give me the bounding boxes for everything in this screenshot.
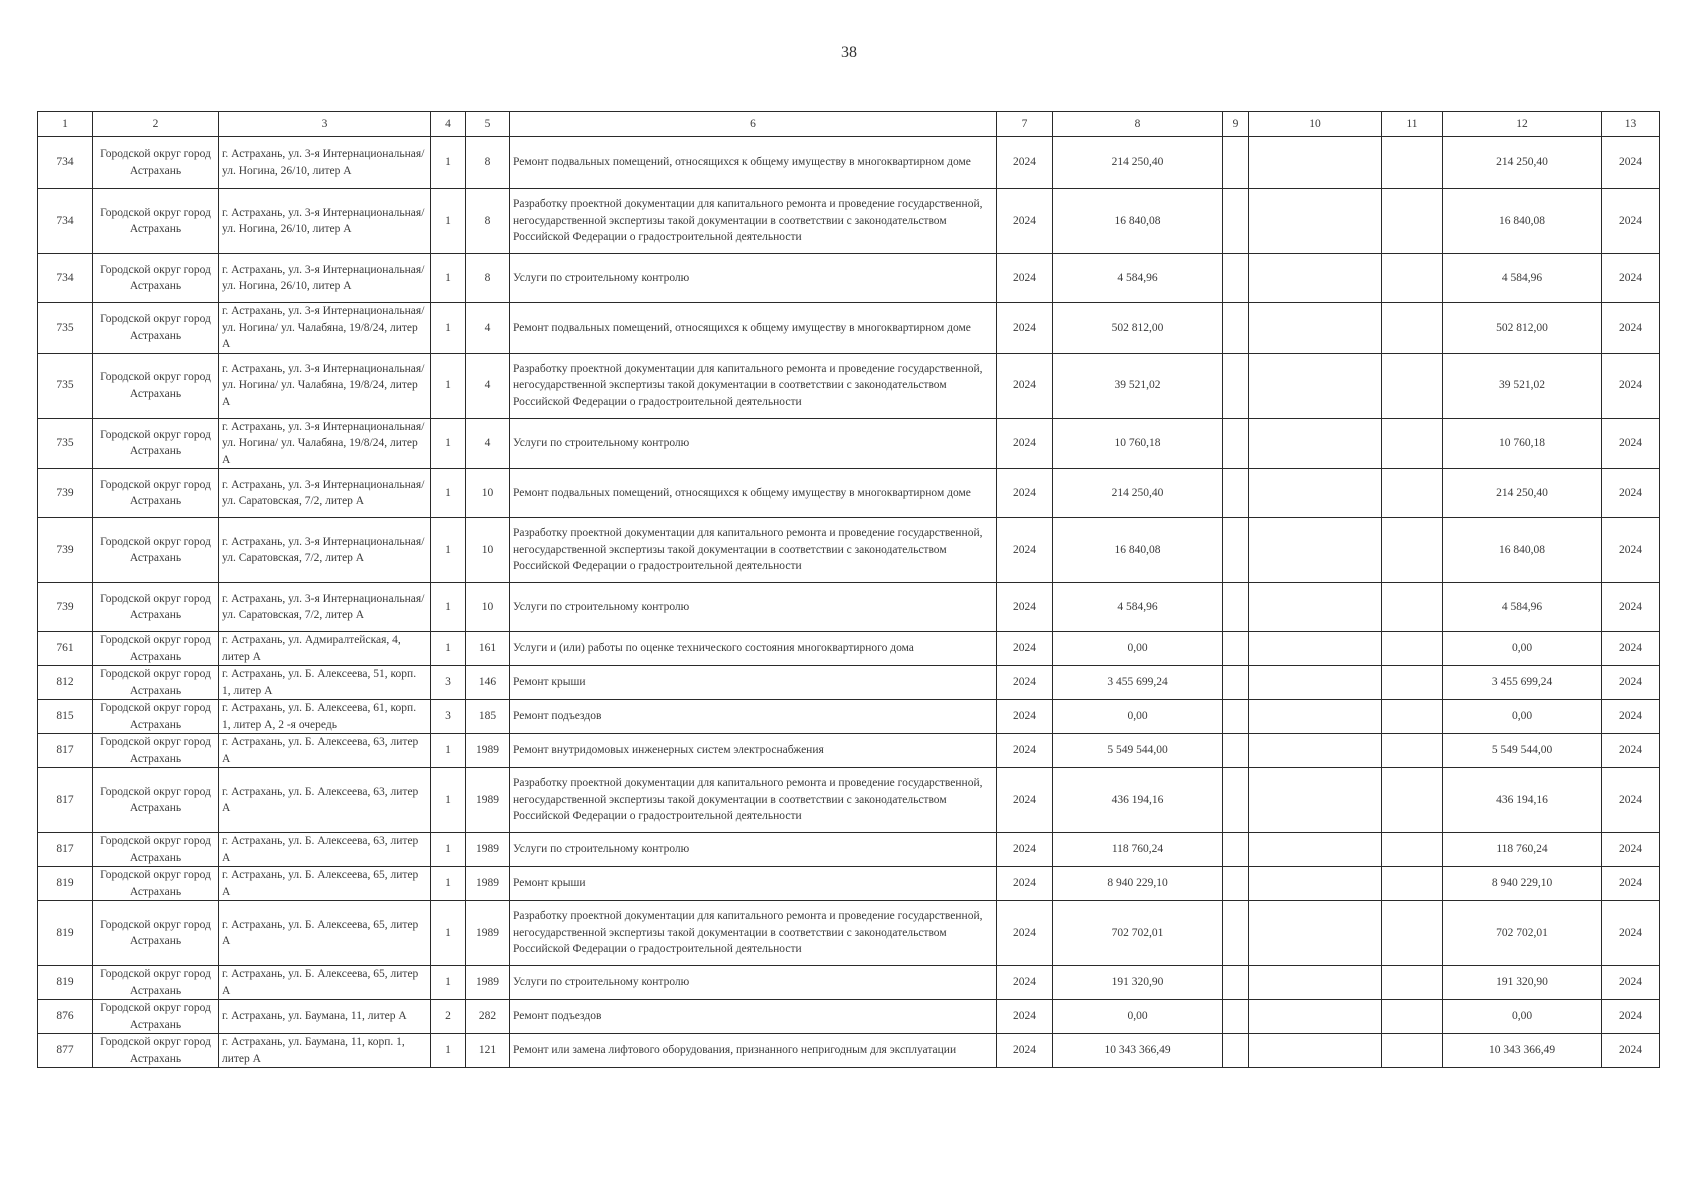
cell-col-9-value xyxy=(1223,254,1249,303)
cell-address: г. Астрахань, ул. 3-я Интернациональная/ ул. Саратовская, 7/2, литер А xyxy=(219,469,431,518)
cell-col-10-value xyxy=(1249,734,1382,768)
cell-row-index: 817 xyxy=(38,768,93,833)
cell-cost-fund: 8 940 229,10 xyxy=(1443,867,1602,901)
cell-completion-year: 2024 xyxy=(1602,254,1660,303)
cell-col-11-value xyxy=(1382,1000,1443,1034)
cell-col-10-value xyxy=(1249,966,1382,1000)
header-row xyxy=(38,112,1660,137)
cell-col-11-value xyxy=(1382,700,1443,734)
cell-col-9-value xyxy=(1223,418,1249,469)
cell-year: 2024 xyxy=(997,632,1053,666)
cell-work-type: Услуги по строительному контролю xyxy=(510,833,997,867)
cell-entrances-count: 1 xyxy=(431,734,466,768)
cell-apartments-count: 10 xyxy=(466,518,510,583)
table-row xyxy=(38,700,1660,734)
table-row xyxy=(38,833,1660,867)
cell-entrances-count: 1 xyxy=(431,303,466,354)
cell-col-10-value xyxy=(1249,700,1382,734)
cell-row-index: 876 xyxy=(38,1000,93,1034)
cell-completion-year: 2024 xyxy=(1602,303,1660,354)
cell-col-10-value xyxy=(1249,666,1382,700)
cell-completion-year: 2024 xyxy=(1602,700,1660,734)
cell-address: г. Астрахань, ул. 3-я Интернациональная/ ул. Саратовская, 7/2, литер А xyxy=(219,583,431,632)
cell-address: г. Астрахань, ул. 3-я Интернациональная/ ул. Ногина/ ул. Чалабяна, 19/8/24, литер А xyxy=(219,353,431,418)
cell-address: г. Астрахань, ул. Б. Алексеева, 63, литер А xyxy=(219,734,431,768)
cell-entrances-count: 1 xyxy=(431,518,466,583)
table-row xyxy=(38,189,1660,254)
cell-col-10-value xyxy=(1249,901,1382,966)
cell-cost-fund: 502 812,00 xyxy=(1443,303,1602,354)
cell-col-9-value xyxy=(1223,966,1249,1000)
cell-col-11-value xyxy=(1382,833,1443,867)
cell-apartments-count: 1989 xyxy=(466,966,510,1000)
cell-completion-year: 2024 xyxy=(1602,632,1660,666)
cell-col-11-value xyxy=(1382,583,1443,632)
cell-col-9-value xyxy=(1223,137,1249,189)
table-row xyxy=(38,418,1660,469)
table-row xyxy=(38,768,1660,833)
cell-address: г. Астрахань, ул. Баумана, 11, литер А xyxy=(219,1000,431,1034)
cell-row-index: 817 xyxy=(38,734,93,768)
cell-col-10-value xyxy=(1249,469,1382,518)
cell-cost-fund: 4 584,96 xyxy=(1443,583,1602,632)
cell-col-10-value xyxy=(1249,418,1382,469)
cell-entrances-count: 1 xyxy=(431,632,466,666)
cell-year: 2024 xyxy=(997,137,1053,189)
table-row xyxy=(38,1034,1660,1068)
cell-cost-total: 4 584,96 xyxy=(1053,254,1223,303)
cell-entrances-count: 1 xyxy=(431,137,466,189)
column-header-2: 2 xyxy=(93,112,219,137)
cell-row-index: 812 xyxy=(38,666,93,700)
cell-work-type: Ремонт подъездов xyxy=(510,700,997,734)
cell-col-9-value xyxy=(1223,583,1249,632)
cell-address: г. Астрахань, ул. 3-я Интернациональная/ ул. Ногина/ ул. Чалабяна, 19/8/24, литер А xyxy=(219,303,431,354)
cell-work-type: Разработку проектной документации для капитального ремонта и проведение государственной, негосударственной экспертизы такой документации в соответствии с законодательством Российской Федерации о градостроительной деятельности xyxy=(510,518,997,583)
column-header-8: 8 xyxy=(1053,112,1223,137)
cell-entrances-count: 1 xyxy=(431,189,466,254)
cell-address: г. Астрахань, ул. Б. Алексеева, 51, корп. 1, литер А xyxy=(219,666,431,700)
cell-col-10-value xyxy=(1249,583,1382,632)
cell-row-index: 815 xyxy=(38,700,93,734)
cell-completion-year: 2024 xyxy=(1602,833,1660,867)
cell-apartments-count: 1989 xyxy=(466,867,510,901)
cell-address: г. Астрахань, ул. Б. Алексеева, 65, литер А xyxy=(219,966,431,1000)
cell-cost-total: 3 455 699,24 xyxy=(1053,666,1223,700)
cell-completion-year: 2024 xyxy=(1602,418,1660,469)
cell-municipality: Городской округ город Астрахань xyxy=(93,1034,219,1068)
cell-address: г. Астрахань, ул. Б. Алексеева, 63, литер А xyxy=(219,768,431,833)
cell-cost-fund: 39 521,02 xyxy=(1443,353,1602,418)
cell-cost-total: 0,00 xyxy=(1053,632,1223,666)
column-header-6: 6 xyxy=(510,112,997,137)
cell-col-9-value xyxy=(1223,518,1249,583)
cell-col-11-value xyxy=(1382,734,1443,768)
cell-cost-total: 191 320,90 xyxy=(1053,966,1223,1000)
cell-col-11-value xyxy=(1382,632,1443,666)
cell-col-11-value xyxy=(1382,137,1443,189)
column-header-7: 7 xyxy=(997,112,1053,137)
cell-municipality: Городской округ город Астрахань xyxy=(93,1000,219,1034)
cell-year: 2024 xyxy=(997,254,1053,303)
cell-cost-fund: 3 455 699,24 xyxy=(1443,666,1602,700)
cell-municipality: Городской округ город Астрахань xyxy=(93,137,219,189)
cell-col-11-value xyxy=(1382,867,1443,901)
cell-cost-fund: 214 250,40 xyxy=(1443,137,1602,189)
cell-col-11-value xyxy=(1382,254,1443,303)
table-row xyxy=(38,254,1660,303)
cell-row-index: 735 xyxy=(38,303,93,354)
cell-year: 2024 xyxy=(997,867,1053,901)
cell-cost-total: 0,00 xyxy=(1053,1000,1223,1034)
cell-work-type: Ремонт подвальных помещений, относящихся к общему имуществу в многоквартирном доме xyxy=(510,137,997,189)
cell-row-index: 734 xyxy=(38,137,93,189)
cell-address: г. Астрахань, ул. Б. Алексеева, 65, литер А xyxy=(219,867,431,901)
cell-apartments-count: 1989 xyxy=(466,833,510,867)
cell-col-9-value xyxy=(1223,901,1249,966)
cell-apartments-count: 1989 xyxy=(466,734,510,768)
cell-entrances-count: 3 xyxy=(431,700,466,734)
cell-col-11-value xyxy=(1382,1034,1443,1068)
cell-entrances-count: 1 xyxy=(431,768,466,833)
table-row xyxy=(38,666,1660,700)
cell-apartments-count: 161 xyxy=(466,632,510,666)
cell-row-index: 739 xyxy=(38,583,93,632)
cell-col-11-value xyxy=(1382,303,1443,354)
column-header-3: 3 xyxy=(219,112,431,137)
cell-entrances-count: 1 xyxy=(431,833,466,867)
table-row xyxy=(38,353,1660,418)
cell-work-type: Разработку проектной документации для капитального ремонта и проведение государственной, негосударственной экспертизы такой документации в соответствии с законодательством Российской Федерации о градостроительной деятельности xyxy=(510,189,997,254)
cell-completion-year: 2024 xyxy=(1602,901,1660,966)
table-row xyxy=(38,966,1660,1000)
cell-completion-year: 2024 xyxy=(1602,666,1660,700)
cell-year: 2024 xyxy=(997,418,1053,469)
cell-work-type: Услуги по строительному контролю xyxy=(510,254,997,303)
cell-cost-total: 8 940 229,10 xyxy=(1053,867,1223,901)
cell-cost-fund: 0,00 xyxy=(1443,1000,1602,1034)
cell-col-11-value xyxy=(1382,901,1443,966)
cell-col-10-value xyxy=(1249,518,1382,583)
cell-completion-year: 2024 xyxy=(1602,768,1660,833)
cell-work-type: Услуги по строительному контролю xyxy=(510,418,997,469)
cell-entrances-count: 1 xyxy=(431,418,466,469)
cell-address: г. Астрахань, ул. Адмиралтейская, 4, литер А xyxy=(219,632,431,666)
cell-col-10-value xyxy=(1249,867,1382,901)
cell-col-9-value xyxy=(1223,469,1249,518)
cell-apartments-count: 146 xyxy=(466,666,510,700)
cell-address: г. Астрахань, ул. Б. Алексеева, 61, корп. 1, литер А, 2 -я очередь xyxy=(219,700,431,734)
cell-municipality: Городской округ город Астрахань xyxy=(93,666,219,700)
cell-municipality: Городской округ город Астрахань xyxy=(93,833,219,867)
cell-cost-fund: 0,00 xyxy=(1443,700,1602,734)
cell-col-11-value xyxy=(1382,189,1443,254)
cell-col-11-value xyxy=(1382,518,1443,583)
cell-completion-year: 2024 xyxy=(1602,189,1660,254)
cell-apartments-count: 121 xyxy=(466,1034,510,1068)
cell-year: 2024 xyxy=(997,189,1053,254)
cell-address: г. Астрахань, ул. 3-я Интернациональная/ ул. Ногина, 26/10, литер А xyxy=(219,189,431,254)
column-header-11: 11 xyxy=(1382,112,1443,137)
cell-year: 2024 xyxy=(997,901,1053,966)
table-row xyxy=(38,518,1660,583)
cell-work-type: Ремонт крыши xyxy=(510,867,997,901)
cell-col-9-value xyxy=(1223,632,1249,666)
cell-completion-year: 2024 xyxy=(1602,469,1660,518)
cell-completion-year: 2024 xyxy=(1602,137,1660,189)
cell-apartments-count: 1989 xyxy=(466,768,510,833)
cell-entrances-count: 1 xyxy=(431,966,466,1000)
table-row xyxy=(38,632,1660,666)
table-row xyxy=(38,867,1660,901)
cell-work-type: Услуги по строительному контролю xyxy=(510,966,997,1000)
cell-entrances-count: 1 xyxy=(431,469,466,518)
cell-cost-fund: 5 549 544,00 xyxy=(1443,734,1602,768)
cell-row-index: 819 xyxy=(38,867,93,901)
cell-cost-fund: 436 194,16 xyxy=(1443,768,1602,833)
cell-col-11-value xyxy=(1382,768,1443,833)
cell-col-10-value xyxy=(1249,632,1382,666)
cell-cost-total: 436 194,16 xyxy=(1053,768,1223,833)
cell-apartments-count: 4 xyxy=(466,353,510,418)
cell-col-9-value xyxy=(1223,666,1249,700)
cell-cost-fund: 10 343 366,49 xyxy=(1443,1034,1602,1068)
cell-entrances-count: 1 xyxy=(431,901,466,966)
cell-municipality: Городской округ город Астрахань xyxy=(93,418,219,469)
cell-year: 2024 xyxy=(997,1034,1053,1068)
cell-municipality: Городской округ город Астрахань xyxy=(93,469,219,518)
cell-year: 2024 xyxy=(997,768,1053,833)
cell-address: г. Астрахань, ул. 3-я Интернациональная/ ул. Ногина, 26/10, литер А xyxy=(219,137,431,189)
cell-municipality: Городской округ город Астрахань xyxy=(93,768,219,833)
page-number: 38 xyxy=(841,44,857,61)
cell-municipality: Городской округ город Астрахань xyxy=(93,189,219,254)
cell-municipality: Городской округ город Астрахань xyxy=(93,353,219,418)
cell-cost-total: 502 812,00 xyxy=(1053,303,1223,354)
cell-row-index: 735 xyxy=(38,418,93,469)
cell-year: 2024 xyxy=(997,583,1053,632)
cell-work-type: Ремонт подвальных помещений, относящихся к общему имуществу в многоквартирном доме xyxy=(510,303,997,354)
cell-cost-total: 214 250,40 xyxy=(1053,137,1223,189)
cell-entrances-count: 1 xyxy=(431,353,466,418)
column-header-13: 13 xyxy=(1602,112,1660,137)
cell-cost-fund: 702 702,01 xyxy=(1443,901,1602,966)
cell-municipality: Городской округ город Астрахань xyxy=(93,966,219,1000)
table-row xyxy=(38,469,1660,518)
cell-year: 2024 xyxy=(997,833,1053,867)
cell-completion-year: 2024 xyxy=(1602,1034,1660,1068)
cell-cost-total: 5 549 544,00 xyxy=(1053,734,1223,768)
cell-col-11-value xyxy=(1382,418,1443,469)
cell-cost-fund: 16 840,08 xyxy=(1443,189,1602,254)
cell-cost-total: 214 250,40 xyxy=(1053,469,1223,518)
cell-cost-fund: 10 760,18 xyxy=(1443,418,1602,469)
cell-entrances-count: 3 xyxy=(431,666,466,700)
cell-work-type: Разработку проектной документации для капитального ремонта и проведение государственной, негосударственной экспертизы такой документации в соответствии с законодательством Российской Федерации о градостроительной деятельности xyxy=(510,353,997,418)
table-row xyxy=(38,137,1660,189)
cell-col-10-value xyxy=(1249,833,1382,867)
cell-work-type: Ремонт внутридомовых инженерных систем электроснабжения xyxy=(510,734,997,768)
cell-cost-total: 10 343 366,49 xyxy=(1053,1034,1223,1068)
cell-col-9-value xyxy=(1223,867,1249,901)
cell-completion-year: 2024 xyxy=(1602,966,1660,1000)
cell-work-type: Разработку проектной документации для капитального ремонта и проведение государственной, негосударственной экспертизы такой документации в соответствии с законодательством Российской Федерации о градостроительной деятельности xyxy=(510,901,997,966)
cell-col-11-value xyxy=(1382,966,1443,1000)
cell-cost-fund: 0,00 xyxy=(1443,632,1602,666)
column-header-5: 5 xyxy=(466,112,510,137)
cell-address: г. Астрахань, ул. 3-я Интернациональная/ ул. Саратовская, 7/2, литер А xyxy=(219,518,431,583)
table-row xyxy=(38,734,1660,768)
cell-col-10-value xyxy=(1249,1034,1382,1068)
cell-col-11-value xyxy=(1382,469,1443,518)
cell-address: г. Астрахань, ул. Б. Алексеева, 63, литер А xyxy=(219,833,431,867)
cell-col-9-value xyxy=(1223,303,1249,354)
cell-cost-total: 39 521,02 xyxy=(1053,353,1223,418)
cell-col-9-value xyxy=(1223,700,1249,734)
cell-year: 2024 xyxy=(997,303,1053,354)
cell-col-11-value xyxy=(1382,666,1443,700)
cell-completion-year: 2024 xyxy=(1602,1000,1660,1034)
cell-address: г. Астрахань, ул. Б. Алексеева, 65, литер А xyxy=(219,901,431,966)
cell-cost-total: 10 760,18 xyxy=(1053,418,1223,469)
cell-entrances-count: 1 xyxy=(431,254,466,303)
cell-work-type: Услуги и (или) работы по оценке технического состояния многоквартирного дома xyxy=(510,632,997,666)
cell-cost-total: 702 702,01 xyxy=(1053,901,1223,966)
cell-col-10-value xyxy=(1249,137,1382,189)
cell-row-index: 739 xyxy=(38,518,93,583)
cell-col-9-value xyxy=(1223,1034,1249,1068)
column-header-10: 10 xyxy=(1249,112,1382,137)
column-header-4: 4 xyxy=(431,112,466,137)
cell-row-index: 819 xyxy=(38,966,93,1000)
cell-col-9-value xyxy=(1223,353,1249,418)
cell-completion-year: 2024 xyxy=(1602,734,1660,768)
cell-apartments-count: 10 xyxy=(466,583,510,632)
cell-col-9-value xyxy=(1223,768,1249,833)
cell-entrances-count: 2 xyxy=(431,1000,466,1034)
table-row xyxy=(38,1000,1660,1034)
cell-row-index: 819 xyxy=(38,901,93,966)
cell-col-10-value xyxy=(1249,353,1382,418)
cell-municipality: Городской округ город Астрахань xyxy=(93,734,219,768)
cell-municipality: Городской округ город Астрахань xyxy=(93,583,219,632)
cell-row-index: 734 xyxy=(38,254,93,303)
cell-address: г. Астрахань, ул. 3-я Интернациональная/ ул. Ногина, 26/10, литер А xyxy=(219,254,431,303)
cell-cost-total: 16 840,08 xyxy=(1053,518,1223,583)
cell-work-type: Услуги по строительному контролю xyxy=(510,583,997,632)
cell-completion-year: 2024 xyxy=(1602,353,1660,418)
cell-cost-fund: 191 320,90 xyxy=(1443,966,1602,1000)
cell-cost-fund: 118 760,24 xyxy=(1443,833,1602,867)
cell-completion-year: 2024 xyxy=(1602,867,1660,901)
cell-cost-total: 0,00 xyxy=(1053,700,1223,734)
cell-row-index: 877 xyxy=(38,1034,93,1068)
cell-cost-fund: 16 840,08 xyxy=(1443,518,1602,583)
cell-row-index: 817 xyxy=(38,833,93,867)
cell-apartments-count: 185 xyxy=(466,700,510,734)
cell-col-9-value xyxy=(1223,1000,1249,1034)
cell-address: г. Астрахань, ул. Баумана, 11, корп. 1, литер А xyxy=(219,1034,431,1068)
cell-apartments-count: 1989 xyxy=(466,901,510,966)
cell-apartments-count: 8 xyxy=(466,254,510,303)
cell-col-10-value xyxy=(1249,254,1382,303)
cell-year: 2024 xyxy=(997,1000,1053,1034)
cell-work-type: Разработку проектной документации для капитального ремонта и проведение государственной, негосударственной экспертизы такой документации в соответствии с законодательством Российской Федерации о градостроительной деятельности xyxy=(510,768,997,833)
cell-row-index: 761 xyxy=(38,632,93,666)
cell-year: 2024 xyxy=(997,353,1053,418)
cell-address: г. Астрахань, ул. 3-я Интернациональная/ ул. Ногина/ ул. Чалабяна, 19/8/24, литер А xyxy=(219,418,431,469)
cell-apartments-count: 8 xyxy=(466,137,510,189)
cell-municipality: Городской округ город Астрахань xyxy=(93,303,219,354)
cell-col-11-value xyxy=(1382,353,1443,418)
cell-apartments-count: 8 xyxy=(466,189,510,254)
cell-work-type: Ремонт или замена лифтового оборудования, признанного непригодным для эксплуатации xyxy=(510,1034,997,1068)
cell-col-9-value xyxy=(1223,189,1249,254)
column-header-1: 1 xyxy=(38,112,93,137)
cell-year: 2024 xyxy=(997,700,1053,734)
cell-work-type: Ремонт подъездов xyxy=(510,1000,997,1034)
cell-cost-fund: 4 584,96 xyxy=(1443,254,1602,303)
cell-apartments-count: 4 xyxy=(466,418,510,469)
cell-row-index: 735 xyxy=(38,353,93,418)
cell-apartments-count: 282 xyxy=(466,1000,510,1034)
cell-municipality: Городской округ город Астрахань xyxy=(93,254,219,303)
cell-municipality: Городской округ город Астрахань xyxy=(93,867,219,901)
cell-year: 2024 xyxy=(997,734,1053,768)
cell-municipality: Городской округ город Астрахань xyxy=(93,700,219,734)
cell-col-9-value xyxy=(1223,734,1249,768)
cell-cost-total: 4 584,96 xyxy=(1053,583,1223,632)
cell-cost-total: 118 760,24 xyxy=(1053,833,1223,867)
cell-cost-total: 16 840,08 xyxy=(1053,189,1223,254)
cell-year: 2024 xyxy=(997,518,1053,583)
cell-work-type: Ремонт крыши xyxy=(510,666,997,700)
cell-apartments-count: 4 xyxy=(466,303,510,354)
cell-row-index: 739 xyxy=(38,469,93,518)
cell-work-type: Ремонт подвальных помещений, относящихся к общему имуществу в многоквартирном доме xyxy=(510,469,997,518)
cell-col-10-value xyxy=(1249,768,1382,833)
cell-completion-year: 2024 xyxy=(1602,518,1660,583)
column-header-12: 12 xyxy=(1443,112,1602,137)
cell-col-9-value xyxy=(1223,833,1249,867)
cell-col-10-value xyxy=(1249,303,1382,354)
cell-year: 2024 xyxy=(997,666,1053,700)
cell-col-10-value xyxy=(1249,1000,1382,1034)
cell-cost-fund: 214 250,40 xyxy=(1443,469,1602,518)
cell-completion-year: 2024 xyxy=(1602,583,1660,632)
cell-municipality: Городской округ город Астрахань xyxy=(93,901,219,966)
table-row xyxy=(38,303,1660,354)
cell-year: 2024 xyxy=(997,469,1053,518)
column-header-9: 9 xyxy=(1223,112,1249,137)
cell-municipality: Городской округ город Астрахань xyxy=(93,632,219,666)
cell-entrances-count: 1 xyxy=(431,867,466,901)
capital-repair-table xyxy=(37,111,1660,1068)
cell-year: 2024 xyxy=(997,966,1053,1000)
cell-municipality: Городской округ город Астрахань xyxy=(93,518,219,583)
cell-entrances-count: 1 xyxy=(431,1034,466,1068)
table-row xyxy=(38,901,1660,966)
table-row xyxy=(38,583,1660,632)
cell-apartments-count: 10 xyxy=(466,469,510,518)
cell-col-10-value xyxy=(1249,189,1382,254)
cell-entrances-count: 1 xyxy=(431,583,466,632)
cell-row-index: 734 xyxy=(38,189,93,254)
